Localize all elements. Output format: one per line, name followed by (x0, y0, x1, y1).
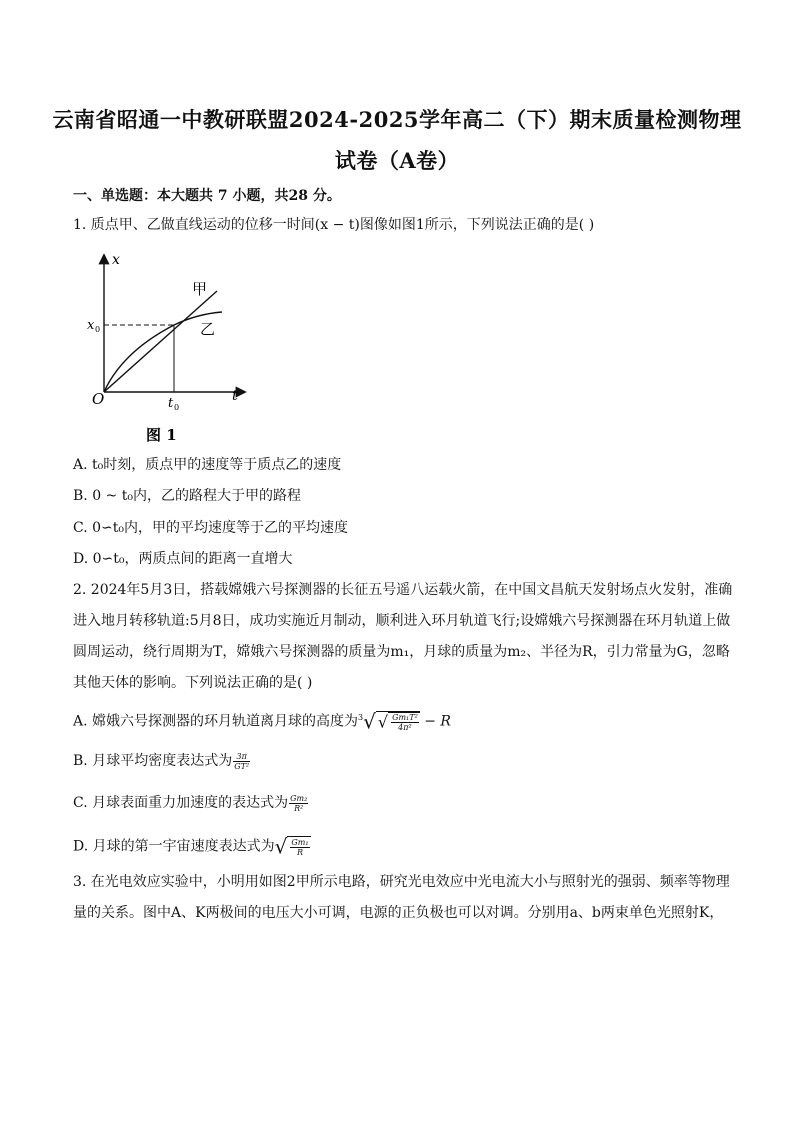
t0-label: t (168, 396, 174, 411)
q2-option-b-text: B. 月球平均密度表达式为 (73, 753, 233, 769)
q2-stem-line4: 其他天体的影响。下列说法正确的是( ) (73, 675, 313, 691)
q2-option-d-numerator: Gm₁ (291, 837, 309, 847)
exam-title-line1: 云南省昭通一中教研联盟2024-2025学年高二（下）期末质量检测物理 (52, 107, 742, 132)
q2-option-a-text: A. 嫦娥六号探测器的环月轨道离月球的高度为 (73, 713, 359, 730)
q2-option-b-numerator: 3π (233, 752, 250, 762)
q2-option-b-denominator: GT² (234, 761, 250, 771)
q2-option-c-text: C. 月球表面重力加速度的表达式为 (73, 795, 289, 811)
curve-yi-label: 乙 (200, 320, 216, 338)
q1-option-c: C. 0∽t₀内，甲的平均速度等于乙的平均速度 (73, 520, 348, 536)
x0-label: x (87, 318, 95, 333)
q2-option-d-denominator: R (296, 847, 303, 857)
q2-option-a-root-index: 3 (358, 713, 364, 722)
q3-stem-line2: 量的关系。图中A、K两极间的电压大小可调，电源的正负极也可以对调。分别用a、b两束单色光照射K， (73, 905, 724, 921)
figure-caption: 图 1 (146, 426, 177, 444)
radical-sign: √ (363, 709, 376, 734)
q1-option-d: D. 0∽t₀，两质点间的距离一直增大 (73, 551, 293, 567)
q1-stem: 1. 质点甲、乙做直线运动的位移一时间(x − t)图像如图1所示，下列说法正确的是( ) (73, 217, 595, 233)
q2-option-b-fraction (233, 752, 250, 771)
curve-jia-label: 甲 (192, 280, 208, 298)
q2-option-a (73, 708, 733, 733)
q2-option-a-sqrt (376, 711, 420, 733)
inner-radical-sign: √ (377, 712, 389, 732)
q2-option-d-text: D. 月球的第一宇宙速度表达式为 (73, 838, 275, 855)
q2-option-a-fraction (391, 713, 419, 732)
t0-subscript: 0 (174, 403, 180, 412)
q2-option-c (73, 793, 733, 813)
q2-stem-line1: 2. 2024年5月3日，搭载嫦娥六号探测器的长征五号遥八运载火箭，在中国文昌航天发射场点火发射，准确 (73, 582, 733, 598)
origin-label: O (92, 390, 105, 408)
q3-stem-line1: 3. 在光电效应实验中，小明用如图2甲所示电路，研究光电效应中光电流大小与照射光的强弱、频率等物理 (73, 874, 730, 890)
q2-stem-line3: 圆周运动，绕行周期为T，嫦娥六号探测器的质量为m₁，月球的质量为m₂、半径为R，引力常量为G，忽略 (73, 644, 730, 660)
curve-jia (104, 291, 217, 392)
x0-subscript: 0 (95, 325, 101, 334)
q2-option-a-numerator: Gm₁T² (392, 713, 418, 723)
q2-option-a-tail: − R (419, 713, 451, 730)
q2-stem-line2: 进入地月转移轨道:5月8日，成功实施近月制动，顺利进入环月轨道飞行;设嫦娥六号探测器在环月轨道上做 (73, 613, 731, 629)
q2-option-c-fraction (289, 794, 308, 813)
q2-option-d-fraction (290, 838, 309, 857)
exam-title-line2: 试卷（A卷） (334, 148, 460, 173)
q1-option-b: B. 0 ~ t₀内，乙的路程大于甲的路程 (73, 488, 301, 504)
q2-option-b (73, 751, 733, 771)
q2-option-d (73, 836, 733, 857)
x-axis-label: t (232, 388, 238, 404)
q1-figure-xt-graph (82, 250, 252, 450)
q2-option-c-numerator: Gm₂ (290, 793, 308, 803)
q1-option-a: A. t₀时刻，质点甲的速度等于质点乙的速度 (73, 457, 342, 473)
section-heading: 一、单选题：本大题共 7 小题，共28 分。 (73, 188, 341, 204)
q2-option-c-denominator: R² (294, 803, 304, 813)
radical-sign: √ (274, 834, 288, 859)
q2-option-a-denominator: 4π² (398, 723, 412, 733)
y-axis-label: x (112, 252, 120, 268)
